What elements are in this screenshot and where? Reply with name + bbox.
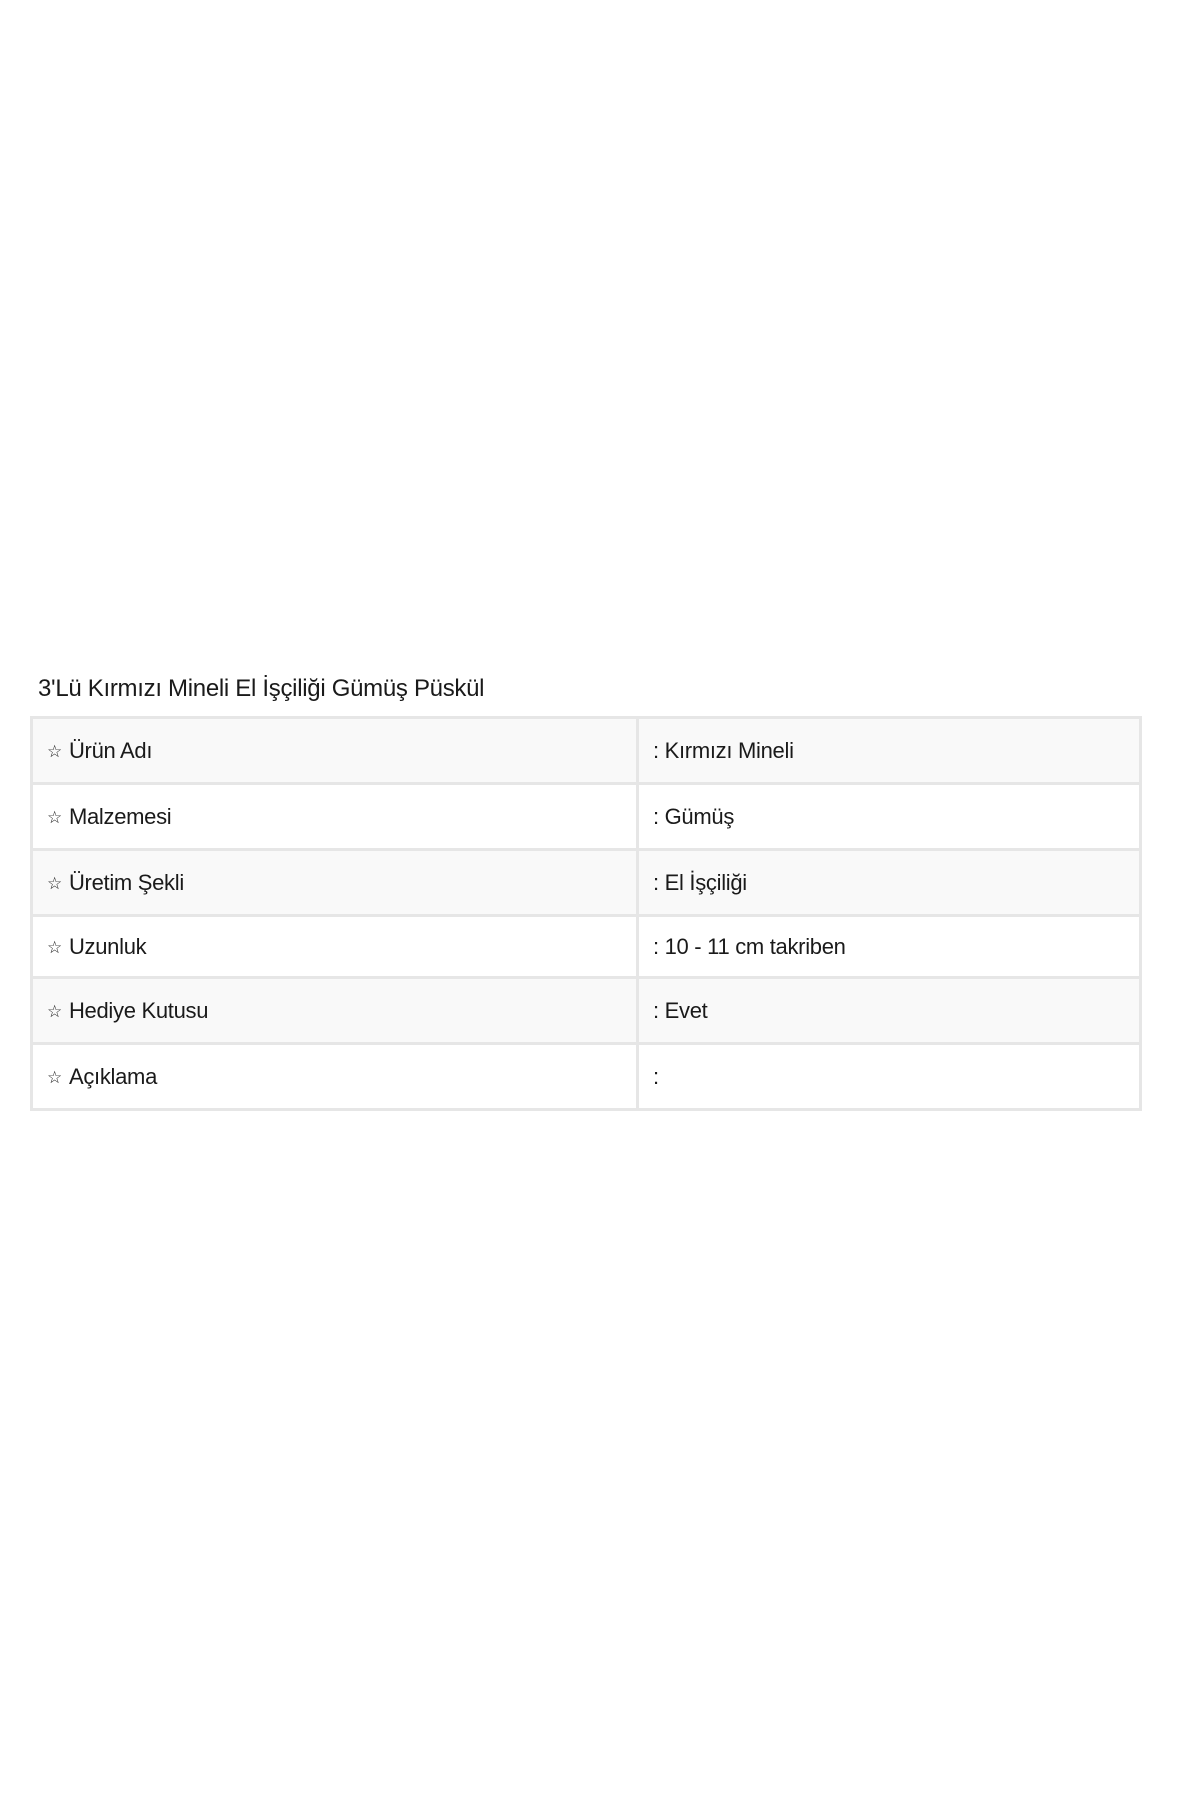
spec-value: : bbox=[638, 1044, 1141, 1110]
star-outline-icon: ☆ bbox=[47, 873, 62, 893]
spec-row-material bbox=[32, 784, 1141, 850]
star-outline-icon: ☆ bbox=[47, 1001, 62, 1021]
spec-label-cell bbox=[32, 784, 638, 850]
spec-row-description bbox=[32, 1044, 1141, 1110]
spec-label-cell bbox=[32, 718, 638, 784]
spec-label-cell bbox=[32, 916, 638, 978]
star-outline-icon: ☆ bbox=[47, 807, 62, 827]
spec-label-cell bbox=[32, 850, 638, 916]
spec-row-gift-box bbox=[32, 978, 1141, 1044]
spec-value: : Kırmızı Mineli bbox=[638, 718, 1141, 784]
spec-label: Açıklama bbox=[68, 1063, 158, 1089]
star-outline-icon: ☆ bbox=[47, 741, 62, 761]
spec-label: Üretim Şekli bbox=[68, 869, 184, 895]
product-spec-table bbox=[30, 716, 1142, 1111]
product-title: 3'Lü Kırmızı Mineli El İşçiliği Gümüş Püskül bbox=[38, 675, 485, 702]
spec-value: : El İşçiliği bbox=[638, 850, 1141, 916]
spec-value: : Gümüş bbox=[638, 784, 1141, 850]
spec-label: Hediye Kutusu bbox=[68, 997, 209, 1023]
spec-label: Uzunluk bbox=[68, 933, 147, 959]
star-outline-icon: ☆ bbox=[47, 1067, 62, 1087]
spec-label-cell bbox=[32, 1044, 638, 1110]
spec-row-production-method bbox=[32, 850, 1141, 916]
spec-row-length bbox=[32, 916, 1141, 978]
spec-value: : 10 - 11 cm takriben bbox=[638, 916, 1141, 978]
product-details-section bbox=[30, 672, 1142, 1111]
spec-value: : Evet bbox=[638, 978, 1141, 1044]
spec-row-product-name bbox=[32, 718, 1141, 784]
spec-label: Malzemesi bbox=[68, 803, 172, 829]
spec-label: Ürün Adı bbox=[68, 737, 153, 763]
star-outline-icon: ☆ bbox=[47, 937, 62, 957]
spec-label-cell bbox=[32, 978, 638, 1044]
